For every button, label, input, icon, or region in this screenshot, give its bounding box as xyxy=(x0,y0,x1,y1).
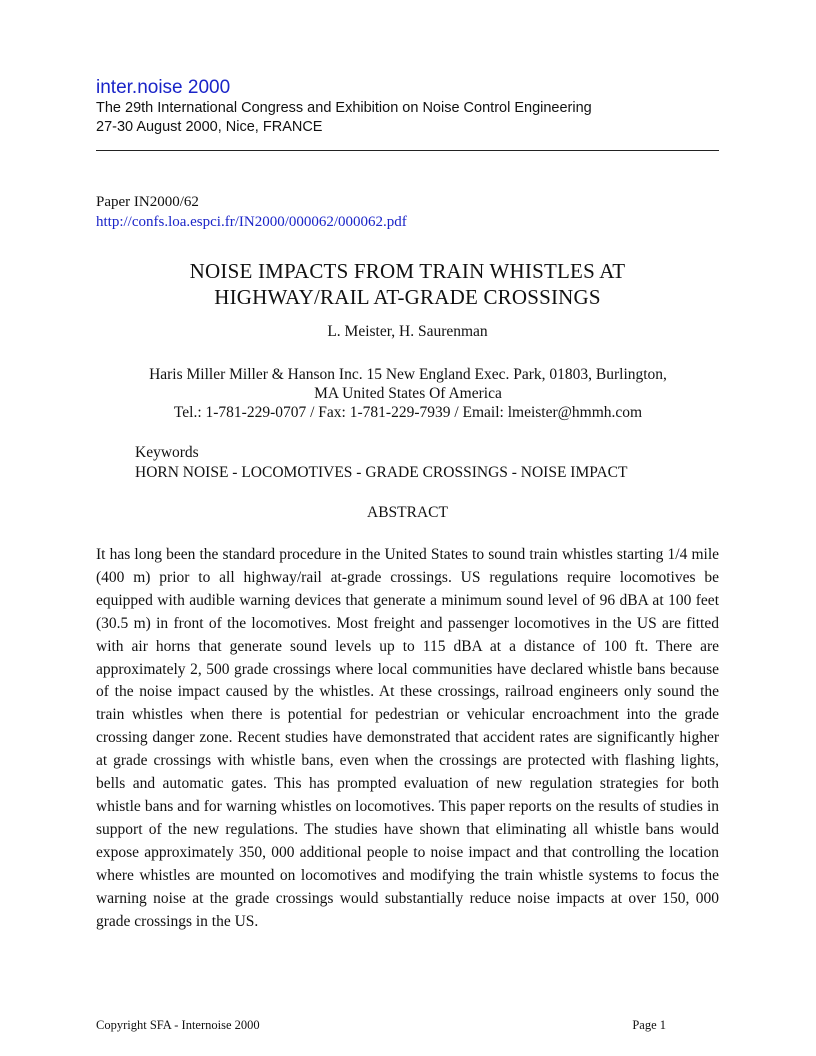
paper-url-link[interactable]: http://confs.loa.espci.fr/IN2000/000062/000062.pdf xyxy=(96,214,407,230)
affiliation-line-1: Haris Miller Miller & Hanson Inc. 15 New England Exec. Park, 01803, Burlington, xyxy=(149,366,667,383)
paper-id: Paper IN2000/62 xyxy=(96,194,199,210)
keywords-label: Keywords xyxy=(135,444,199,461)
paper-title xyxy=(96,258,719,310)
conference-event: The 29th International Congress and Exhibition on Noise Control Engineering xyxy=(96,100,592,116)
abstract-body: It has long been the standard procedure in the United States to sound train whistles starting 1/4 mile (400 m) prior to all highway/rail at-grade crossings. US regulations require locomotives be equipped with audible warning devices that generate a minimum sound level of 96 dBA at 100 feet (30.5 m) in front of the locomotives. Most freight and passenger locomotives in the US are fitted with air horns that generate sound levels up to 115 dBA at a distance of 100 ft. There are approximately 2, 500 grade crossings where local communities have declared whistle bans because of the noise impact caused by the whistles. At these crossings, railroad engineers only sound the train whistles when there is potential for pedestrian or vehicular encroachment into the grade crossing danger zone. Recent studies have demonstrated that accident rates are significantly higher at grade crossings with whistle bans, even when the crossings are protected with flashing lights, bells and automatic gates. This has prompted evaluation of new regulation strategies for both whistle bans and for warning whistles on locomotives. This paper reports on the results of studies in support of the new regulations. The studies have shown that eliminating all whistle bans would expose approximately 350, 000 additional people to noise impact and that controlling the location where whistles are mounted on locomotives and modifying the train whistle systems to focus the warning noise at the grade crossings would substantially reduce noise impacts at over 150, 000 grade crossings in the US. xyxy=(96,546,719,930)
paper-title-line-1: NOISE IMPACTS FROM TRAIN WHISTLES AT xyxy=(189,259,626,283)
abstract-heading: ABSTRACT xyxy=(367,504,448,521)
header-divider xyxy=(96,150,719,151)
paper-title-line-2: HIGHWAY/RAIL AT-GRADE CROSSINGS xyxy=(214,285,601,309)
conference-name: inter.noise 2000 xyxy=(96,77,231,98)
footer-page-number: Page 1 xyxy=(632,1018,666,1032)
affiliation-line-2: MA United States Of America xyxy=(314,385,502,402)
paper-authors: L. Meister, H. Saurenman xyxy=(327,323,488,340)
contact-info: Tel.: 1-781-229-0707 / Fax: 1-781-229-7939 / Email: lmeister@hmmh.com xyxy=(173,404,643,421)
footer-copyright: Copyright SFA - Internoise 2000 xyxy=(96,1018,260,1032)
keywords-text: HORN NOISE - LOCOMOTIVES - GRADE CROSSINGS - NOISE IMPACT xyxy=(135,464,628,481)
conference-date-place: 27-30 August 2000, Nice, FRANCE xyxy=(96,119,323,135)
